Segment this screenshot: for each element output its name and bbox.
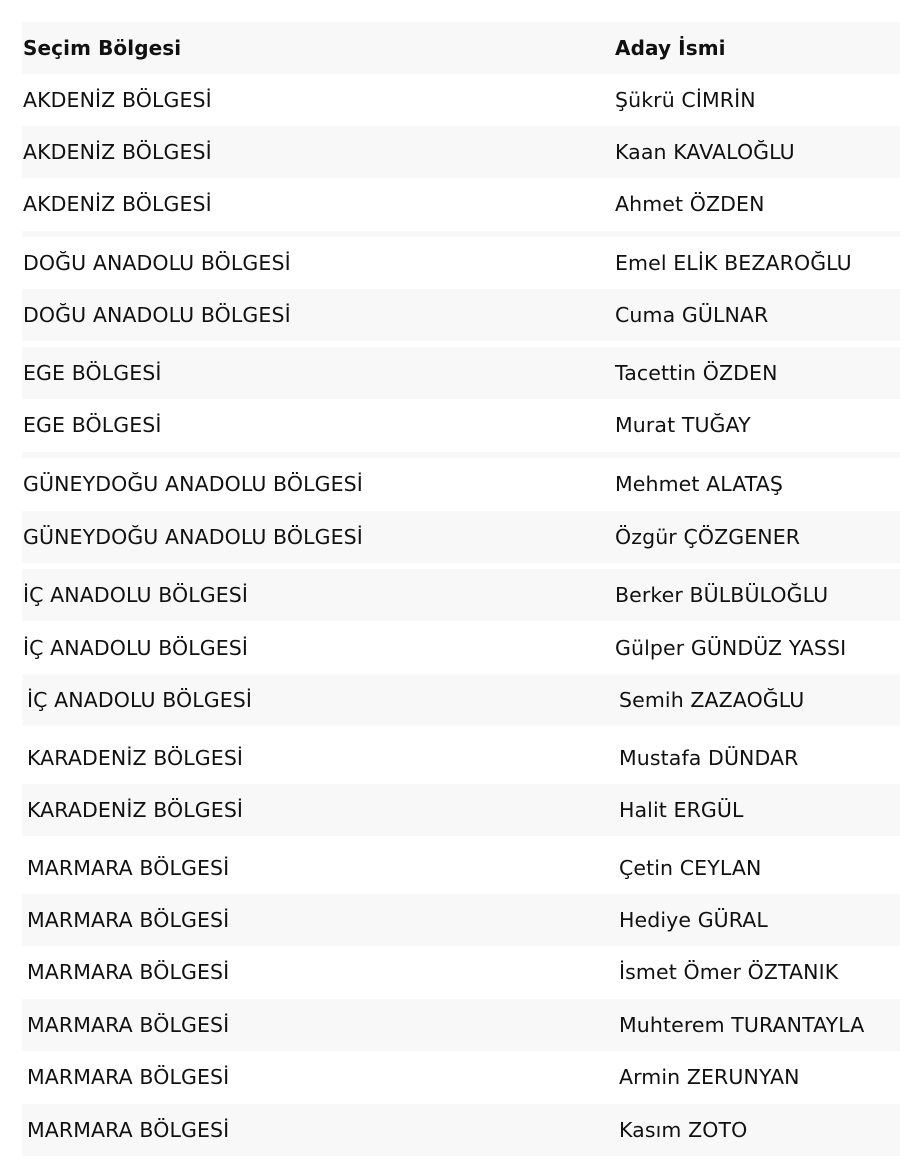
region-cell: MARMARA BÖLGESİ <box>27 1065 230 1089</box>
candidate-cell: Kaan KAVALOĞLU <box>615 140 795 164</box>
header-candidate: Aday İsmi <box>615 36 726 60</box>
table-row <box>22 126 900 178</box>
candidate-cell: Emel ELİK BEZAROĞLU <box>615 251 852 275</box>
region-cell: İÇ ANADOLU BÖLGESİ <box>27 688 253 712</box>
table-row <box>22 511 900 563</box>
region-cell: İÇ ANADOLU BÖLGESİ <box>23 583 249 607</box>
candidate-cell: Gülper GÜNDÜZ YASSI <box>615 636 847 660</box>
region-cell: MARMARA BÖLGESİ <box>27 1013 230 1037</box>
region-cell: KARADENİZ BÖLGESİ <box>27 798 244 822</box>
candidate-cell: Özgür ÇÖZGENER <box>615 525 801 549</box>
table-row <box>22 1104 900 1156</box>
region-cell: AKDENİZ BÖLGESİ <box>23 140 212 164</box>
candidate-cell: Muhterem TURANTAYLA <box>619 1013 865 1037</box>
table-row <box>22 178 900 230</box>
table-row <box>22 842 900 894</box>
candidate-cell: Çetin CEYLAN <box>619 856 762 880</box>
region-cell: AKDENİZ BÖLGESİ <box>23 88 212 112</box>
region-cell: MARMARA BÖLGESİ <box>27 1118 230 1142</box>
region-cell: İÇ ANADOLU BÖLGESİ <box>23 636 249 660</box>
candidate-cell: Armin ZERUNYAN <box>619 1065 800 1089</box>
candidate-cell: Mustafa DÜNDAR <box>619 746 799 770</box>
table-row <box>22 399 900 451</box>
table-row <box>22 894 900 946</box>
region-cell: MARMARA BÖLGESİ <box>27 908 230 932</box>
candidate-cell: Semih ZAZAOĞLU <box>619 688 805 712</box>
region-cell: AKDENİZ BÖLGESİ <box>23 192 212 216</box>
candidate-cell: Ahmet ÖZDEN <box>615 192 765 216</box>
table-row <box>22 458 900 510</box>
candidate-cell: Tacettin ÖZDEN <box>615 361 778 385</box>
table-row <box>22 237 900 289</box>
table-row <box>22 999 900 1051</box>
candidate-cell: Berker BÜLBÜLOĞLU <box>615 583 829 607</box>
region-cell: MARMARA BÖLGESİ <box>27 856 230 880</box>
region-cell: MARMARA BÖLGESİ <box>27 960 230 984</box>
region-cell: GÜNEYDOĞU ANADOLU BÖLGESİ <box>23 525 363 549</box>
candidate-cell: Kasım ZOTO <box>619 1118 748 1142</box>
table-row <box>22 946 900 998</box>
candidate-cell: Mehmet ALATAŞ <box>615 472 784 496</box>
header-region: Seçim Bölgesi <box>23 36 182 60</box>
table-row <box>22 569 900 621</box>
table-row <box>22 674 900 726</box>
candidate-cell: İsmet Ömer ÖZTANIK <box>619 960 839 984</box>
candidate-cell: Cuma GÜLNAR <box>615 303 769 327</box>
candidate-cell: Hediye GÜRAL <box>619 908 768 932</box>
region-cell: DOĞU ANADOLU BÖLGESİ <box>23 251 291 275</box>
table-row <box>22 74 900 126</box>
region-cell: KARADENİZ BÖLGESİ <box>27 746 244 770</box>
table-row <box>22 347 900 399</box>
table-row <box>22 1051 900 1103</box>
candidate-cell: Şükrü CİMRİN <box>615 88 756 112</box>
table-header-row <box>22 22 900 74</box>
table-row <box>22 732 900 784</box>
region-cell: EGE BÖLGESİ <box>23 361 162 385</box>
candidate-cell: Halit ERGÜL <box>619 798 744 822</box>
table-row <box>22 784 900 836</box>
table-row <box>22 622 900 674</box>
region-cell: GÜNEYDOĞU ANADOLU BÖLGESİ <box>23 472 363 496</box>
region-cell: EGE BÖLGESİ <box>23 413 162 437</box>
candidate-cell: Murat TUĞAY <box>615 413 751 437</box>
table-row <box>22 289 900 341</box>
region-cell: DOĞU ANADOLU BÖLGESİ <box>23 303 291 327</box>
